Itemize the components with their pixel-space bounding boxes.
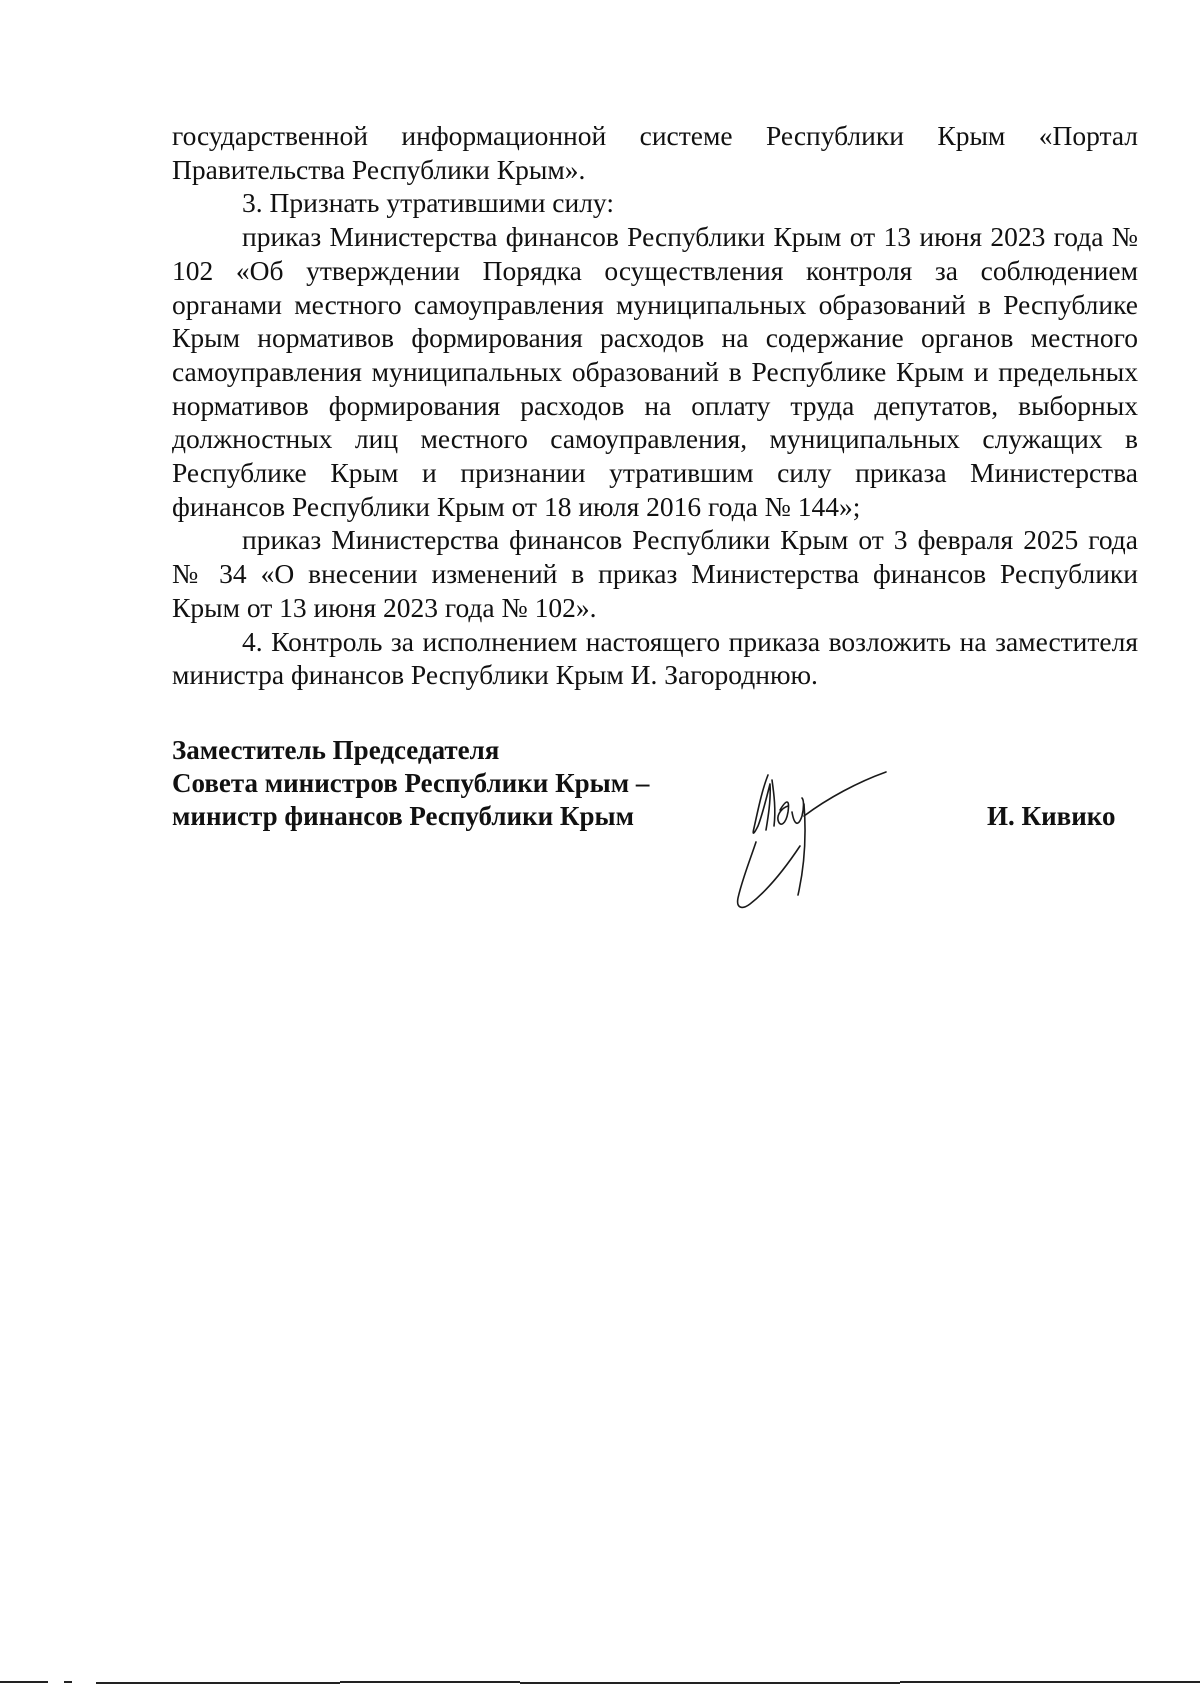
- paragraph-repealed-order-2: приказ Министерства финансов Республики Крым от 3 февраля 2025 года № 34 «О внесении изменений в приказ Министерства финансов Республики Крым от 13 июня 2023 года № 102».: [172, 524, 1138, 623]
- signer-name: И. Кивико: [987, 801, 1116, 831]
- document-body: [172, 119, 1138, 692]
- paragraph-repealed-order-1: приказ Министерства финансов Республики Крым от 13 июня 2023 года № 102 «Об утверждении Порядка осуществления контроля за соблюдением органами местного самоуправления муниципальных образований в Республике Крым нормативов формирования расходов на содержание органов местного самоуправления муниципальных образований в Республике Крым и предельных нормативов формирования расходов на оплату труда депутатов, выборных должностных лиц местного самоуправления, муниципальных служащих в Республике Крым и признании утратившим силу приказа Министерства финансов Республики Крым от 18 июля 2016 года № 144»;: [172, 221, 1138, 522]
- signatory-position-line: Совета министров Республики Крым –: [172, 768, 650, 798]
- paragraph-item-3: 3. Признать утратившими силу:: [242, 187, 614, 219]
- page-bottom-rule: [0, 1680, 1200, 1686]
- signatory-position-line: министр финансов Республики Крым: [172, 801, 634, 831]
- paragraph-item-4: 4. Контроль за исполнением настоящего приказа возложить на заместителя министра финансов Республики Крым И. Загороднюю.: [172, 625, 1138, 691]
- signatory-position: [172, 734, 649, 833]
- paragraph-continuation: государственной информационной системе Республики Крым «Портал Правительства Республики Крым».: [172, 120, 1138, 185]
- signatory-position-line: Заместитель Председателя: [172, 735, 500, 765]
- handwritten-signature-icon: [728, 770, 948, 930]
